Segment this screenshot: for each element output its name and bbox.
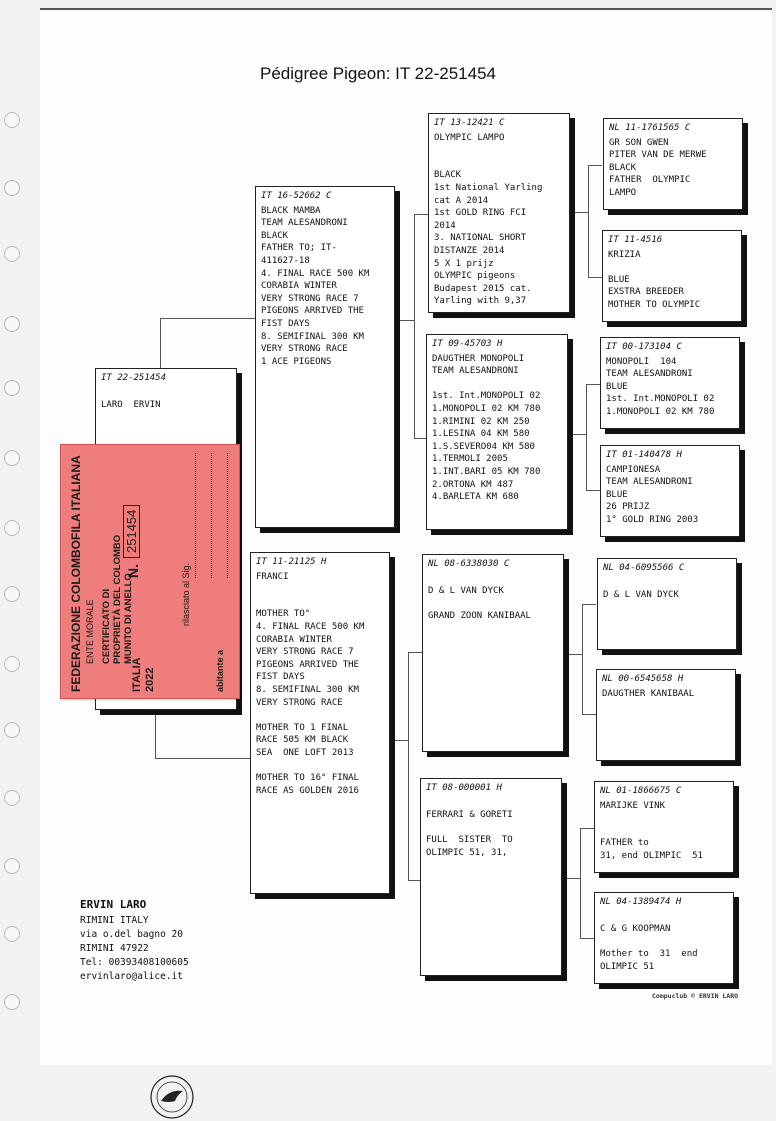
ring-number: NL 01-1866675 C [600,786,682,796]
info-line: 2014 [434,220,456,231]
info-line: FATHER OLYMPIC [609,175,691,186]
info-line: 1.LESINA 04 KM 580 [432,429,530,440]
info-line: CORABIA WINTER [256,634,332,645]
info-line [426,822,556,835]
info-line: MONOPOLI 104 [606,356,677,367]
ente-morale: ENTE MORALE [85,599,95,664]
binder-hole [4,520,20,536]
connector-line [155,758,250,759]
info-line: VERY STRONG RACE 7 [256,647,354,658]
info-line: 26 PRIJZ [606,502,650,513]
connector-line [580,828,581,938]
ring-number: IT 01-140478 H [606,450,682,460]
pigeon-card-gen2 [420,778,562,976]
binder-hole [4,722,20,738]
info-line: 1.INT.BARI 05 KM 780 [432,466,541,477]
email-address: ervinlaro@alice.it [80,971,183,982]
info-line: 5 X 1 prijz [434,258,494,269]
info-line [256,709,384,722]
pigeon-card-gen3 [596,669,736,761]
connector-line [414,214,428,215]
connector-line [408,652,422,653]
fill-line [195,453,196,578]
country-year [131,657,157,692]
info-line: 8. SEMIFINAL 300 KM [256,684,359,695]
ring-number: IT 09-45703 H [432,339,503,349]
info-line: MARIJKE VINK [600,800,666,811]
info-line: FRANCI [256,571,289,582]
info-line: 2.ORTONA KM 487 [432,479,514,490]
ring-number: NL 00-6545658 H [602,674,684,684]
info-line: Budapest 2015 cat. [434,283,532,294]
info-line: 411627-18 [261,255,310,266]
ring-number: IT 11-4516 [608,235,663,245]
info-line: PIGEONS ARRIVED THE [256,659,359,670]
info-line [434,157,564,170]
info-line: cat A 2014 [434,195,489,206]
info-line: LARO ERVIN [101,400,161,411]
info-line: MOTHER TO 1 FINAL [256,722,349,733]
info-line: OLIMPIC 51 [600,961,655,972]
connector-line [572,434,586,435]
ring-number: NL 08-6338030 C [428,559,510,569]
pigeon-card-gen3 [603,118,743,210]
breeder-name: ERVIN LARO [80,898,147,911]
info-line: 1st. Int.MONOPOLI 02 [432,391,541,402]
info-line [426,797,556,810]
binder-hole [4,112,20,128]
info-line: KRIZIA [608,249,641,260]
info-line: TEAM ALESANDRONI [606,477,693,488]
binder-hole [4,316,20,332]
ring-number: NL 04-1389474 H [600,897,682,907]
info-line [600,911,728,924]
binder-hole [4,586,20,602]
info-line: 4.BARLETA KM 680 [432,492,519,503]
info-line: D & L VAN DYCK [603,590,679,601]
info-line: DAUGTHER MONOPOLI [432,353,525,364]
info-line: 1st National Yarling [434,182,543,193]
info-line: PIGEONS ARRIVED THE [261,306,364,317]
contact-line: via o.del bagno 20 [80,929,183,940]
connector-line [586,384,600,385]
pigeon-card-dam [250,552,390,894]
info-line [600,825,728,838]
info-line: TEAM ALESANDRONI [432,366,519,377]
connector-line [588,165,589,277]
info-line: C & G KOOPMAN [600,924,671,935]
info-line: 31, end OLIMPIC 51 [600,850,703,861]
info-line: BLACK MAMBA [261,205,321,216]
binder-hole [4,858,20,874]
connector-line [586,490,600,491]
info-line: 1° GOLD RING 2003 [606,514,699,525]
info-line: DISTANZE 2014 [434,245,505,256]
connector-line [160,318,161,368]
connector-line [580,938,594,939]
info-line: 1st. Int.MONOPOLI 02 [606,394,715,405]
connector-line [586,384,587,490]
info-line: OLYMPIC pigeons [434,271,516,282]
info-line: GRAND ZOON KANIBAAL [428,611,531,622]
ring-number: NL 11-1761565 C [609,123,691,133]
ring-number: NL 04-6095566 C [603,563,685,573]
info-line: 1.RIMINI 02 KM 250 [432,416,530,427]
pigeon-card-gen3 [600,445,740,537]
info-line: 1 ACE PIGEONS [261,356,332,367]
info-line [101,387,231,400]
year: 2022 [144,667,156,692]
pigeon-card-sire [255,186,395,528]
connector-line [394,740,408,741]
info-line: FATHER to [600,838,649,849]
info-line: 1st GOLD RING FCI [434,208,527,219]
info-line: BLACK [261,230,289,241]
info-line [603,577,731,590]
software-credit: Compuclub © ERVIN LARO [652,992,739,1000]
binder-hole [4,994,20,1010]
connector-line [414,438,426,439]
info-line: BLACK [609,162,637,173]
connector-line [582,604,596,605]
ring-number-box: 251454 [123,505,140,558]
ring-number: IT 22-251454 [101,373,167,383]
info-line [428,573,558,586]
contact-line: RIMINI 47922 [80,943,149,954]
ring-number: IT 13-12421 C [434,118,505,128]
country: ITALIA [131,657,143,692]
info-line [256,760,384,773]
info-line: OLYMPIC LAMPO [434,132,505,143]
connector-line [408,880,420,881]
info-line: 4. FINAL RACE 500 KM [261,268,370,279]
info-line: 1.S.SEVERO04 KM 580 [432,441,535,452]
info-line: VERY STRONG RACE [261,344,348,355]
released-to-label: rilasciato al Sig. [181,562,191,626]
binder-hole [4,380,20,396]
connector-line [414,214,415,438]
federation-name: FEDERAZIONE COLOMBOFILA ITALIANA [69,455,83,692]
info-line [256,583,384,596]
info-line: 8. SEMIFINAL 300 KM [261,331,364,342]
info-line [600,812,728,825]
pigeon-card-gen3 [600,337,740,429]
info-line: Yarling with 9,37 [434,296,527,307]
info-line: VERY STRONG RACE [256,697,343,708]
info-line: BLUE [608,274,630,285]
connector-line [155,712,156,758]
info-line: RACE 505 KM BLACK [256,735,349,746]
info-line: PITER VAN DE MERWE [609,150,707,161]
info-line [432,378,562,391]
pigeon-card-gen3 [602,230,742,322]
connector-line [566,878,580,879]
info-line: LAMPO [609,187,637,198]
info-line: FERRARI & GORETI [426,810,513,821]
pigeon-card-gen2 [426,334,568,530]
phone-number: Tel: 00393408100605 [80,957,189,968]
number-label: N. [125,564,141,578]
connector-line [408,652,409,880]
info-line: BLUE [606,489,628,500]
info-line: MOTHER TO 16° FINAL [256,773,359,784]
pigeon-card-gen2 [428,113,570,313]
info-line [608,261,736,274]
info-line: FIST DAYS [256,672,305,683]
info-line [428,598,558,611]
ring-number: IT 08-000001 H [426,783,502,793]
info-line: D & L VAN DYCK [428,586,504,597]
info-line: FULL SISTER TO [426,835,513,846]
pigeon-card-gen3 [594,781,734,873]
connector-line [580,828,594,829]
federation-seal-icon [141,1073,203,1121]
info-line: CAMPIONESA [606,464,661,475]
info-line: EXSTRA BREEDER [608,287,684,298]
ownership-certificate-card [60,444,240,699]
pigeon-card-gen3 [594,892,734,984]
connector-line [568,654,582,655]
contact-line: RIMINI ITALY [80,915,149,926]
info-line: Mother to 31 end [600,949,698,960]
info-line: DAUGTHER KANIBAAL [602,688,695,699]
connector-line [574,212,588,213]
info-line: OLIMPIC 51, 31, [426,847,508,858]
binder-hole [4,246,20,262]
binder-hole [4,656,20,672]
info-line: BLUE [606,381,628,392]
info-line: 1.TERMOLI 2005 [432,454,508,465]
ring-number: IT 11-21125 H [256,557,327,567]
fill-line [227,453,228,578]
info-line: 4. FINAL RACE 500 KM [256,621,365,632]
connector-line [400,320,414,321]
info-line: SEA ONE LOFT 2013 [256,747,354,758]
resident-label: abitante a [215,649,225,692]
info-line: FIST DAYS [261,318,310,329]
certificate-line: MUNITO DI ANELLO [123,573,134,664]
breeder-contact [80,898,189,984]
connector-line [160,318,255,319]
info-line: TEAM ALESANDRONI [261,218,348,229]
info-line: GR SON GWEN [609,137,669,148]
info-line: BLACK [434,170,462,181]
fill-line [211,453,212,578]
info-line: 1.MONOPOLI 02 KM 780 [432,403,541,414]
binder-hole [4,926,20,942]
info-line: TEAM ALESANDRONI [606,369,693,380]
page-title: Pédigree Pigeon: IT 22-251454 [260,64,496,83]
binder-hole [4,180,20,196]
pigeon-card-gen3 [597,558,737,650]
info-line: FATHER TO; IT- [261,243,337,254]
connector-line [582,714,596,715]
connector-line [588,165,602,166]
info-line: RACE AS GOLDEN 2016 [256,785,359,796]
info-line [600,936,728,949]
info-line: 3. NATIONAL SHORT [434,233,527,244]
connector-line [582,604,583,714]
info-line: 1.MONOPOLI 02 KM 780 [606,406,715,417]
info-line [256,596,384,609]
pigeon-card-gen2 [422,554,564,752]
info-line: MOTHER TO OLYMPIC [608,299,701,310]
ring-number: IT 00-173104 C [606,342,682,352]
binder-hole [4,790,20,806]
certificate-line: CERTIFICATO DI [101,588,112,664]
certificate-line: PROPRIETÀ DEL COLOMBO [112,534,123,664]
binder-hole [4,450,20,466]
info-line: VERY STRONG RACE 7 [261,293,359,304]
info-line: CORABIA WINTER [261,281,337,292]
connector-line [588,277,602,278]
info-line: MOTHER TO° [256,609,311,620]
ring-number: IT 16-52662 C [261,191,332,201]
info-line [434,144,564,157]
